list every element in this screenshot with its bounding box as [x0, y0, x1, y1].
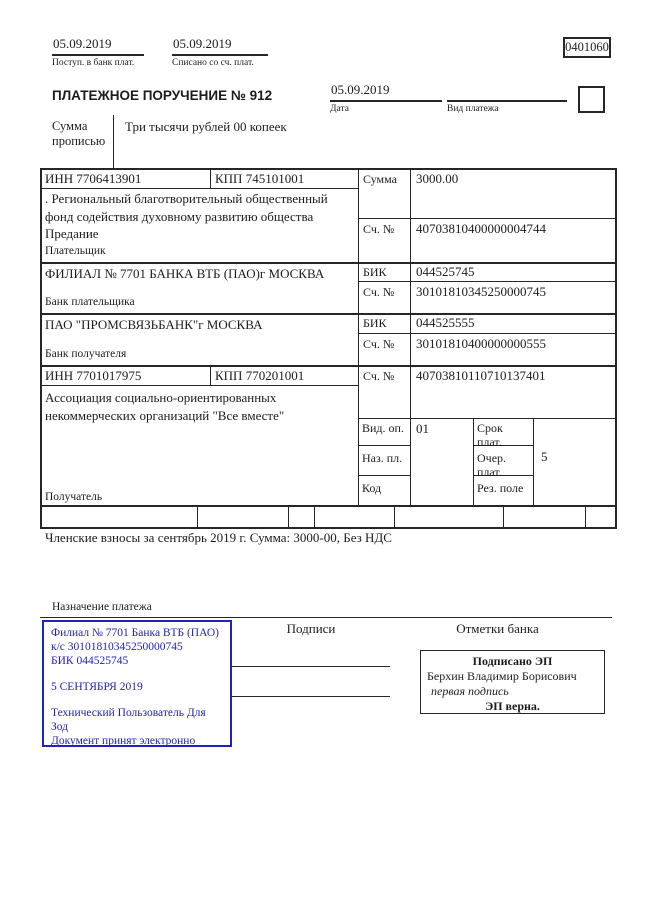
beneficiary-account-label: Сч. № [363, 369, 395, 383]
payer-account: 40703810400000004744 [416, 221, 546, 236]
purpose-caption: Назначение платежа [52, 601, 152, 613]
table-line [40, 188, 358, 189]
priority-value: 5 [541, 449, 548, 464]
code-label: Код [362, 481, 382, 495]
received-in-bank-field [52, 36, 144, 68]
signature-line-1 [232, 666, 390, 667]
payer-bank-account-label: Сч. № [363, 285, 395, 299]
table-line [473, 418, 474, 505]
date-field [330, 82, 442, 114]
stamp-line-corr-account: к/с 30101810345250000745 [51, 641, 183, 654]
table-line [40, 313, 617, 315]
stamp-line-bik: БИК 044525745 [51, 655, 129, 668]
payer-bank-account: 30101810345250000745 [416, 284, 546, 299]
payer-name: . Региональный благотворительный общественный фонд содействия духовному развитию общества Предание [45, 191, 328, 242]
table-line [40, 365, 617, 367]
table-line [40, 505, 617, 507]
payer-bank-name: ФИЛИАЛ № 7701 БАНКА ВТБ (ПАО)г МОСКВА [45, 266, 325, 281]
table-line [358, 333, 617, 334]
table-line [410, 168, 411, 505]
pay-term-label: Срок плат. [477, 421, 503, 450]
table-line [358, 218, 617, 219]
page-title: ПЛАТЕЖНОЕ ПОРУЧЕНИЕ № 912 [52, 88, 273, 103]
date-label: Дата [330, 104, 349, 114]
purpose-underline [40, 617, 612, 618]
beneficiary-bank-bik-label: БИК [363, 316, 387, 330]
ep-verified: ЭП верна. [485, 699, 540, 713]
table-line [358, 168, 359, 505]
table-line [585, 505, 586, 527]
priority-label: Очер. плат. [477, 451, 507, 480]
op-type-value: 01 [416, 421, 429, 436]
table-line [358, 418, 617, 419]
signature-line-2 [232, 696, 390, 697]
reserve-field-label: Рез. поле [477, 481, 524, 495]
table-line [288, 505, 289, 527]
table-line [358, 475, 410, 476]
payer-bank-bik: 044525745 [416, 264, 475, 279]
payer-inn: ИНН 7706413901 [45, 171, 142, 186]
beneficiary-bank-name: ПАО "ПРОМСВЯЗЬБАНК"г МОСКВА [45, 317, 263, 332]
payment-type-field [447, 82, 567, 114]
payer-bank-caption: Банк плательщика [45, 296, 135, 308]
amount-in-words-value: Три тысячи рублей 00 копеек [125, 119, 287, 134]
table-line [503, 505, 504, 527]
beneficiary-bank-caption: Банк получателя [45, 348, 127, 360]
status-code-box [578, 86, 605, 113]
table-line [314, 505, 315, 527]
table-line [394, 505, 395, 527]
op-type-label: Вид. оп. [362, 421, 404, 435]
table-line [197, 505, 198, 527]
amount-value: 3000.00 [416, 171, 459, 186]
debited-from-account-field [172, 36, 268, 68]
payer-account-label: Сч. № [363, 222, 395, 236]
beneficiary-name: Ассоциация социально-ориентированных некоммерческих организаций "Все вместе" [45, 390, 285, 423]
table-line [40, 527, 617, 529]
payer-caption: Плательщик [45, 245, 106, 257]
received-date-value: 05.09.2019 [52, 36, 144, 56]
table-line [615, 168, 617, 527]
bank-marks-caption: Отметки банка [456, 621, 539, 636]
amount-in-words-label: Сумма прописью [52, 119, 106, 148]
table-line [40, 168, 617, 170]
table-line [40, 385, 358, 386]
ep-signer-name: Берхин Владимир Борисович [427, 669, 577, 683]
payer-bank-bik-label: БИК [363, 265, 387, 279]
table-line [40, 262, 617, 264]
beneficiary-bank-bik: 044525555 [416, 315, 475, 330]
bank-stamp-blue [42, 620, 232, 747]
table-line [40, 168, 42, 527]
beneficiary-inn: ИНН 7701017975 [45, 368, 142, 383]
payment-type-value [447, 82, 567, 102]
ep-signature-kind: первая подпись [431, 684, 509, 698]
stamp-line-date: 5 СЕНТЯБРЯ 2019 [51, 681, 143, 694]
purpose-text: Членские взносы за сентябрь 2019 г. Сумма: 3000-00, Без НДС [45, 530, 392, 545]
stamp-line-bank: Филиал № 7701 Банка ВТБ (ПАО) [51, 627, 219, 639]
beneficiary-bank-account: 30101810400000000555 [416, 336, 546, 351]
beneficiary-caption: Получатель [45, 491, 103, 503]
table-line [358, 281, 617, 282]
ep-signed-title: Подписано ЭП [472, 654, 553, 668]
form-code: 0401060 [565, 40, 609, 54]
beneficiary-account: 40703810110710137401 [416, 368, 546, 383]
table-line [533, 418, 534, 505]
stamp-line-user: Технический Пользователь Для Зод [51, 707, 206, 734]
amount-words-divider [113, 115, 114, 168]
payer-kpp: КПП 745101001 [215, 171, 305, 186]
table-line [210, 365, 211, 385]
debited-date-label: Списано со сч. плат. [172, 58, 254, 68]
signatures-caption: Подписи [286, 621, 336, 636]
stamp-line-accepted: Документ принят электронно [51, 735, 196, 748]
beneficiary-bank-account-label: Сч. № [363, 337, 395, 351]
amount-label: Сумма [363, 172, 397, 186]
received-date-label: Поступ. в банк плат. [52, 58, 135, 68]
debited-date-value: 05.09.2019 [172, 36, 268, 56]
electronic-signature-box [420, 650, 605, 714]
table-line [210, 168, 211, 188]
form-code-box [563, 37, 611, 58]
date-value: 05.09.2019 [330, 82, 442, 102]
table-line [358, 445, 410, 446]
beneficiary-kpp: КПП 770201001 [215, 368, 305, 383]
payment-type-label: Вид платежа [447, 104, 499, 114]
pay-purpose-code-label: Наз. пл. [362, 451, 403, 465]
